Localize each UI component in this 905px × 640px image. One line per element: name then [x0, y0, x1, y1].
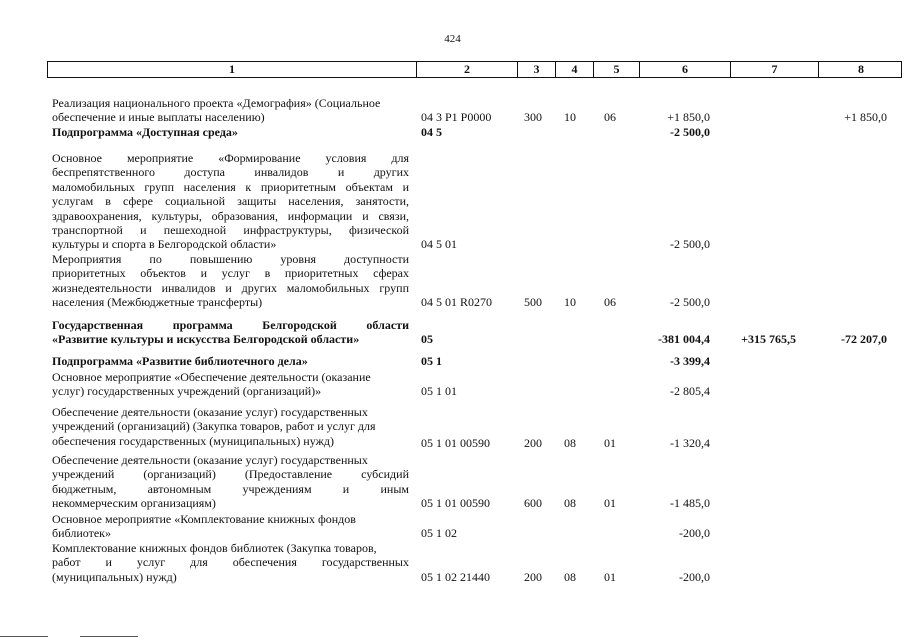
row-amount-8: -72 207,0: [841, 332, 887, 346]
row-col3: 200: [524, 570, 542, 584]
row-col3: 200: [524, 436, 542, 450]
description-line: здравоохранения, культуры, образования, информации и связи,: [52, 208, 409, 223]
description-line: (муниципальных) нужд): [52, 569, 177, 584]
description-line: обеспечения государственных (муниципальных) нужд): [52, 433, 334, 448]
row-description: [52, 125, 409, 139]
header-col-2: 2: [417, 62, 518, 77]
description-line: Основное мероприятие «Обеспечение деятельности (оказание: [52, 370, 371, 384]
row-description: [52, 541, 409, 584]
description-line: жизнедеятельности инвалидов и других маломобильных групп: [52, 280, 409, 295]
header-col-6: 6: [640, 62, 731, 77]
row-description: [52, 453, 409, 511]
row-amount-6: -3 399,4: [670, 354, 710, 368]
row-description: [52, 405, 409, 448]
row-code: 04 5: [421, 125, 442, 139]
row-amount-6: -381 004,4: [658, 332, 710, 346]
description-line: обеспечение и иные выплаты населению): [52, 110, 265, 125]
description-line: услугам в сфере социальной защиты населения, занятости,: [52, 194, 409, 209]
row-description: [52, 151, 409, 252]
scan-artifact-line: [80, 636, 138, 637]
description-line: беспрепятственного доступа инвалидов и других: [52, 165, 409, 180]
header-col-7: 7: [731, 62, 819, 77]
row-code: 05: [421, 332, 433, 346]
scan-artifact-line: [0, 636, 48, 637]
row-col5: 01: [604, 496, 616, 510]
row-col4: 08: [564, 436, 576, 450]
row-col3: 600: [524, 496, 542, 510]
row-amount-8: +1 850,0: [844, 110, 887, 124]
row-amount-6: -2 500,0: [670, 237, 710, 251]
row-col5: 01: [604, 436, 616, 450]
row-col4: 10: [564, 110, 576, 124]
description-line: культуры и спорта в Белгородской области»: [52, 237, 277, 252]
row-code: 05 1 01 00590: [421, 496, 490, 510]
row-code: 05 1 02 21440: [421, 570, 490, 584]
row-code: 05 1: [421, 354, 442, 368]
row-description: [52, 252, 409, 310]
description-line: Государственная программа Белгородской области: [52, 318, 409, 332]
description-line: учреждений (организаций) (Предоставление субсидий: [52, 467, 409, 482]
row-col4: 08: [564, 496, 576, 510]
row-amount-6: -1 320,4: [670, 436, 710, 450]
description-line: маломобильных групп населения к приоритетным объектам и: [52, 179, 409, 194]
row-col5: 06: [604, 110, 616, 124]
row-col4: 10: [564, 295, 576, 309]
row-amount-6: -2 500,0: [670, 125, 710, 139]
row-code: 04 5 01: [421, 237, 457, 251]
row-amount-6: -200,0: [679, 570, 710, 584]
row-amount-7: +315 765,5: [741, 332, 796, 346]
description-line: библиотек»: [52, 526, 111, 541]
row-amount-6: -1 485,0: [670, 496, 710, 510]
page-number: 424: [444, 33, 461, 45]
description-line: некоммерческим организациям): [52, 496, 216, 511]
row-code: 04 5 01 R0270: [421, 295, 493, 309]
description-line: работ и услуг для обеспечения государственных: [52, 555, 409, 570]
description-line: бюджетным, автономным учреждениям и иным: [52, 481, 409, 496]
row-amount-6: -200,0: [679, 526, 710, 540]
header-col-4: 4: [556, 62, 594, 77]
description-line: населения (Межбюджетные трансферты): [52, 295, 263, 310]
description-line: транспортной и пешеходной инфраструктуры, физической: [52, 223, 409, 238]
header-col-5: 5: [594, 62, 640, 77]
header-col-8: 8: [858, 62, 864, 76]
row-col3: 300: [524, 110, 542, 124]
row-amount-6: -2 500,0: [670, 295, 710, 309]
description-line: Мероприятия по повышению уровня доступности: [52, 252, 409, 266]
description-line: Подпрограмма «Доступная среда»: [52, 125, 238, 139]
row-amount-6: +1 850,0: [667, 110, 710, 124]
row-col5: 06: [604, 295, 616, 309]
description-line: Обеспечение деятельности (оказание услуг) государственных: [52, 453, 368, 467]
table-header: [47, 61, 902, 78]
description-line: приоритетных объектов и услуг в приоритетных сферах: [52, 266, 409, 281]
row-col5: 01: [604, 570, 616, 584]
row-description: [52, 96, 409, 125]
row-description: [52, 354, 409, 368]
row-description: [52, 370, 409, 399]
description-line: услуг) государственных учреждений (организаций)»: [52, 384, 322, 399]
row-description: [52, 512, 409, 541]
description-line: Комплектование книжных фондов библиотек (Закупка товаров,: [52, 541, 377, 555]
row-code: 05 1 02: [421, 526, 457, 540]
description-line: Подпрограмма «Развитие библиотечного дела»: [52, 354, 308, 368]
header-col-3: 3: [518, 62, 556, 77]
description-line: Обеспечение деятельности (оказание услуг) государственных: [52, 405, 368, 419]
row-code: 04 3 P1 P0000: [421, 110, 492, 124]
description-line: Основное мероприятие «Формирование условия для: [52, 151, 409, 165]
row-description: [52, 318, 409, 347]
header-col-1: 1: [48, 62, 417, 77]
row-amount-6: -2 805,4: [670, 384, 710, 398]
description-line: «Развитие культуры и искусства Белгородской области»: [52, 332, 360, 347]
description-line: Основное мероприятие «Комплектование книжных фондов: [52, 512, 356, 526]
row-col3: 500: [524, 295, 542, 309]
row-code: 05 1 01: [421, 384, 457, 398]
description-line: Реализация национального проекта «Демография» (Социальное: [52, 96, 381, 110]
description-line: учреждений (организаций) (Закупка товаров, работ и услуг для: [52, 419, 376, 434]
row-col4: 08: [564, 570, 576, 584]
row-code: 05 1 01 00590: [421, 436, 490, 450]
